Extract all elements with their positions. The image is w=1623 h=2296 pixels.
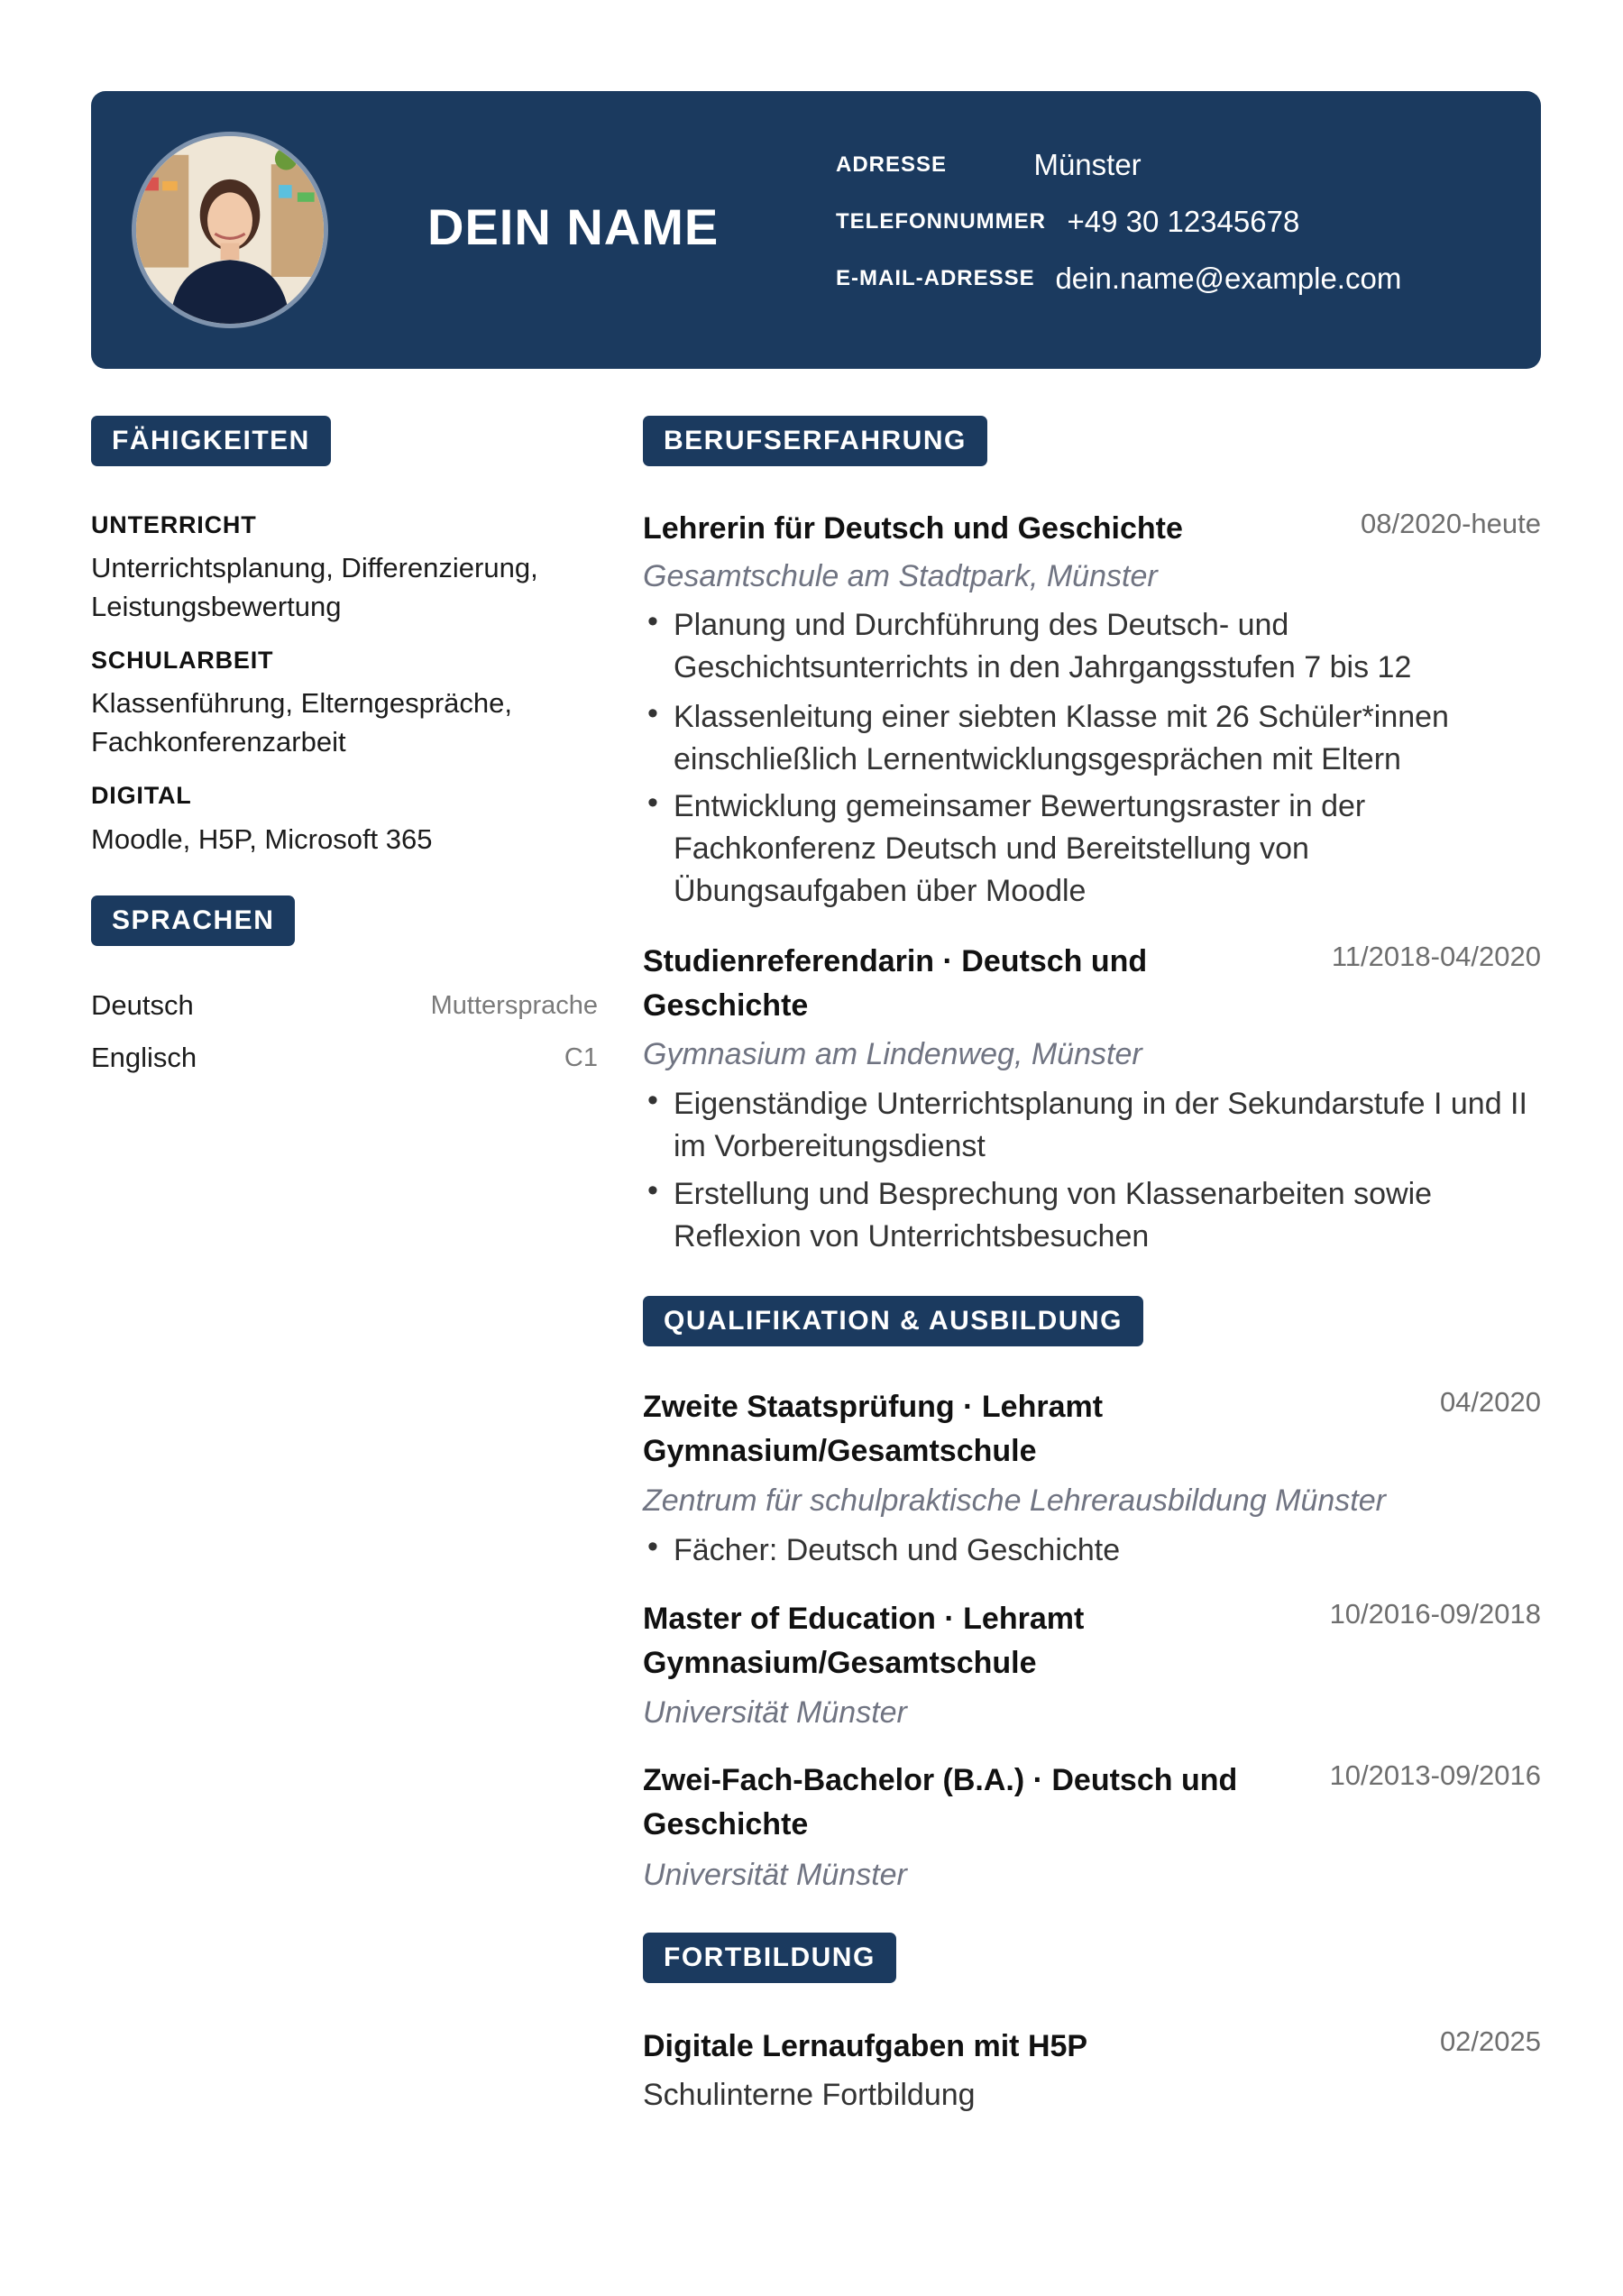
person-name: DEIN NAME bbox=[427, 198, 720, 255]
bullet-marker: • bbox=[647, 1083, 658, 1117]
education-institution: Zentrum für schulpraktische Lehrerausbildung Münster bbox=[643, 1483, 1386, 1518]
education-title: Zweite Staatsprüfung · Lehramt Gymnasium/Gesamtschule bbox=[643, 1390, 1104, 1468]
bullet-marker: • bbox=[647, 604, 658, 638]
education-title: Master of Education · Lehramt Gymnasium/Gesamtschule bbox=[643, 1602, 1085, 1680]
bullet-text: Klassenleitung einer siebten Klasse mit 26 Schüler*innen einschließlich Lernentwicklungsgesprächen mit Eltern bbox=[674, 700, 1449, 776]
contact-label: ADRESSE bbox=[836, 152, 948, 177]
bullet-marker: • bbox=[647, 1529, 658, 1564]
job-date: 11/2018-04/2020 bbox=[1331, 941, 1541, 972]
skill-category-label: SCHULARBEIT bbox=[91, 647, 274, 674]
education-title: Zwei-Fach-Bachelor (B.A.) · Deutsch und Geschichte bbox=[643, 1763, 1238, 1841]
language-level: C1 bbox=[564, 1043, 598, 1072]
contact-value: dein.name@example.com bbox=[1055, 262, 1402, 295]
bullet-text: Planung und Durchführung des Deutsch- und Geschichtsunterrichts in den Jahrgangsstufen 7 bis 12 bbox=[674, 608, 1412, 684]
job-title: Lehrerin für Deutsch und Geschichte bbox=[643, 511, 1183, 546]
bullet-text: Eigenständige Unterrichtsplanung in der Sekundarstufe I und II im Vorbereitungsdienst bbox=[674, 1087, 1527, 1163]
training-type: Schulinterne Fortbildung bbox=[643, 2078, 976, 2112]
header-banner bbox=[91, 91, 1541, 369]
bullet-marker: • bbox=[647, 785, 658, 820]
education-institution: Universität Münster bbox=[643, 1695, 907, 1730]
job-organization: Gesamtschule am Stadtpark, Münster bbox=[643, 559, 1158, 593]
skill-category-text: Fachkonferenzarbeit bbox=[91, 726, 346, 758]
bullet-marker: • bbox=[647, 696, 658, 730]
job-organization: Gymnasium am Lindenweg, Münster bbox=[643, 1037, 1142, 1071]
job-title: Studienreferendarin · Deutsch und Geschichte bbox=[643, 944, 1148, 1023]
education-date: 04/2020 bbox=[1439, 1386, 1541, 1418]
contact-email bbox=[836, 262, 1401, 296]
contact-phone bbox=[836, 205, 1299, 239]
bullet-marker: • bbox=[647, 1173, 658, 1208]
skill-category-text: Moodle, H5P, Microsoft 365 bbox=[91, 823, 433, 855]
contact-address bbox=[836, 148, 1142, 182]
education-date: 10/2013-09/2016 bbox=[1329, 1759, 1541, 1791]
section-title-education: QUALIFIKATION & AUSBILDUNG bbox=[643, 1296, 1143, 1346]
bullet-text: Fächer: Deutsch und Geschichte bbox=[674, 1533, 1121, 1567]
skill-category-text: Unterrichtsplanung, Differenzierung, bbox=[91, 552, 538, 583]
contact-label: E-MAIL-ADRESSE bbox=[836, 266, 1035, 290]
bullet-text: Entwicklung gemeinsamer Bewertungsraster in der Fachkonferenz Deutsch und Bereitstellung von Übungsaufgaben über Moodle bbox=[674, 789, 1366, 908]
contact-value: Münster bbox=[1033, 148, 1142, 181]
section-title-skills: FÄHIGKEITEN bbox=[91, 416, 331, 466]
training-date: 02/2025 bbox=[1439, 2025, 1541, 2057]
profile-photo bbox=[132, 132, 328, 328]
education-date: 10/2016-09/2018 bbox=[1329, 1598, 1541, 1630]
language-name: Englisch bbox=[91, 1042, 197, 1073]
language-name: Deutsch bbox=[91, 989, 194, 1021]
job-date: 08/2020-heute bbox=[1361, 508, 1541, 539]
skill-category-label: UNTERRICHT bbox=[91, 511, 257, 538]
section-title-languages: SPRACHEN bbox=[91, 895, 295, 946]
contact-label: TELEFONNUMMER bbox=[836, 209, 1046, 234]
skill-category-text: Klassenführung, Elterngespräche, bbox=[91, 687, 513, 719]
skill-category-label: DIGITAL bbox=[91, 782, 192, 809]
bullet-text: Erstellung und Besprechung von Klassenarbeiten sowie Reflexion von Unterrichtsbesuchen bbox=[674, 1177, 1433, 1254]
section-title-experience: BERUFSERFAHRUNG bbox=[643, 416, 987, 466]
training-title: Digitale Lernaufgaben mit H5P bbox=[643, 2029, 1088, 2063]
skill-category-text: Leistungsbewertung bbox=[91, 591, 342, 622]
section-title-training: FORTBILDUNG bbox=[643, 1933, 896, 1983]
education-institution: Universität Münster bbox=[643, 1858, 907, 1892]
contact-value: +49 30 12345678 bbox=[1067, 205, 1300, 238]
language-level: Muttersprache bbox=[430, 991, 598, 1020]
